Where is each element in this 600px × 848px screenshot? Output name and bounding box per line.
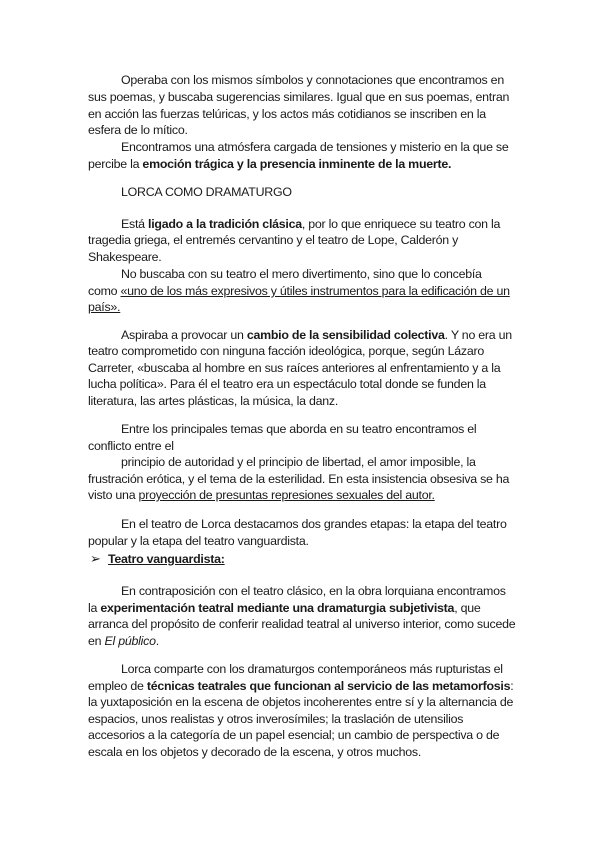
text-line: espacios, unos realistas y otros inverosímiles; la traslación de utensilios [88, 712, 464, 726]
text-line: Shakespeare. [88, 250, 162, 264]
bold-text: ligado a la tradición clásica [148, 217, 302, 231]
text-line: frustración erótica, y el tema de la esterilidad. En esta insistencia obsesiva se ha [88, 472, 510, 486]
bold-text: emoción trágica y la presencia inminente de la muerte. [142, 157, 452, 171]
text-line [121, 216, 500, 232]
section-heading: LORCA COMO DRAMATURGO [121, 185, 292, 199]
text-line [88, 283, 510, 299]
bold-text: técnicas teatrales que funcionan al servicio de las metamorfosis [146, 679, 511, 693]
text-run: Está [121, 217, 148, 231]
text-line [88, 156, 451, 172]
text-line: lucha política». Para él el teatro era un espectáculo total donde se funden la [88, 377, 486, 391]
text-line [121, 327, 512, 343]
text-run: . Y no era un [444, 328, 512, 342]
text-line: teatro comprometido con ninguna facción ideológica, porque, según Lázaro [88, 344, 484, 358]
text-run: la [88, 601, 101, 615]
text-line: escala en los objetos y decorado de la escena, y otros muchos. [88, 745, 422, 759]
text-line: principio de autoridad y el principio de libertad, el amor imposible, la [121, 455, 476, 469]
italic-title: El público [104, 634, 156, 648]
text-run: empleo de [88, 679, 147, 693]
text-run: , que [454, 601, 481, 615]
text-line: popular y la etapa del teatro vanguardista. [88, 534, 309, 548]
bold-text: cambio de la sensibilidad colectiva [246, 328, 445, 342]
text-line: Carreter, «buscaba al hombre en sus raíces anteriores al enfrentamiento y a la [88, 361, 501, 375]
text-line: Entre los principales temas que aborda en su teatro encontramos el [121, 422, 477, 436]
text-line: Encontramos una atmósfera cargada de tensiones y misterio en la que se [121, 140, 509, 154]
text-line: arranca del propósito de conferir realidad teatral al universo interior, como sucede [88, 617, 516, 631]
text-run: . [155, 634, 159, 648]
text-run: Aspiraba a provocar un [121, 328, 247, 342]
text-line: Operaba con los mismos símbolos y connotaciones que encontramos en [121, 73, 504, 87]
underlined-text: proyección de presuntas represiones sexuales del autor. [138, 488, 435, 502]
text-line: esfera de lo mítico. [88, 123, 188, 137]
text-line [88, 678, 513, 694]
text-run: , por lo que enriquece su teatro con la [301, 217, 501, 231]
text-line: En contraposición con el teatro clásico, en la obra lorquiana encontramos [121, 584, 506, 598]
text-run: : [510, 679, 514, 693]
text-line: literatura, las artes plásticas, la música, la danz. [88, 394, 339, 408]
bullet-heading: Teatro vanguardista: [108, 552, 225, 566]
bold-text: experimentación teatral mediante una dramaturgia subjetivista [100, 601, 455, 615]
text-line: tragedia griega, el entremés cervantino y el teatro de Lope, Calderón y [88, 233, 459, 247]
underlined-quote: «uno de los más expresivos y útiles instrumentos para la edificación de un [120, 284, 510, 298]
text-run: como [88, 284, 121, 298]
text-run: visto una [88, 488, 139, 502]
text-line: la yuxtaposición en la escena de objetos incoherentes entre sí y la alternancia de [88, 695, 514, 709]
text-line [88, 487, 435, 503]
text-line [88, 633, 159, 649]
text-line: conflicto entre el [88, 439, 174, 453]
text-line: No buscaba con su teatro el mero divertimento, sino que lo concebía [121, 267, 482, 281]
text-line [88, 600, 481, 616]
text-run: en [88, 634, 105, 648]
text-line: accesorios a la categoría de un papel esencial; un cambio de perspectiva o de [88, 728, 500, 742]
underlined-quote: país». [88, 300, 121, 314]
text-line: en acción las fuerzas telúricas, y los actos más cotidianos se inscriben en la [88, 107, 486, 121]
text-line: En el teatro de Lorca destacamos dos grandes etapas: la etapa del teatro [121, 517, 507, 531]
text-line: Lorca comparte con los dramaturgos contemporáneos más rupturistas el [121, 662, 503, 676]
text-run: percibe la [88, 157, 143, 171]
text-line: sus poemas, y buscaba sugerencias similares. Igual que en sus poemas, entran [88, 90, 510, 104]
arrow-bullet-icon: ➢ [90, 551, 101, 566]
